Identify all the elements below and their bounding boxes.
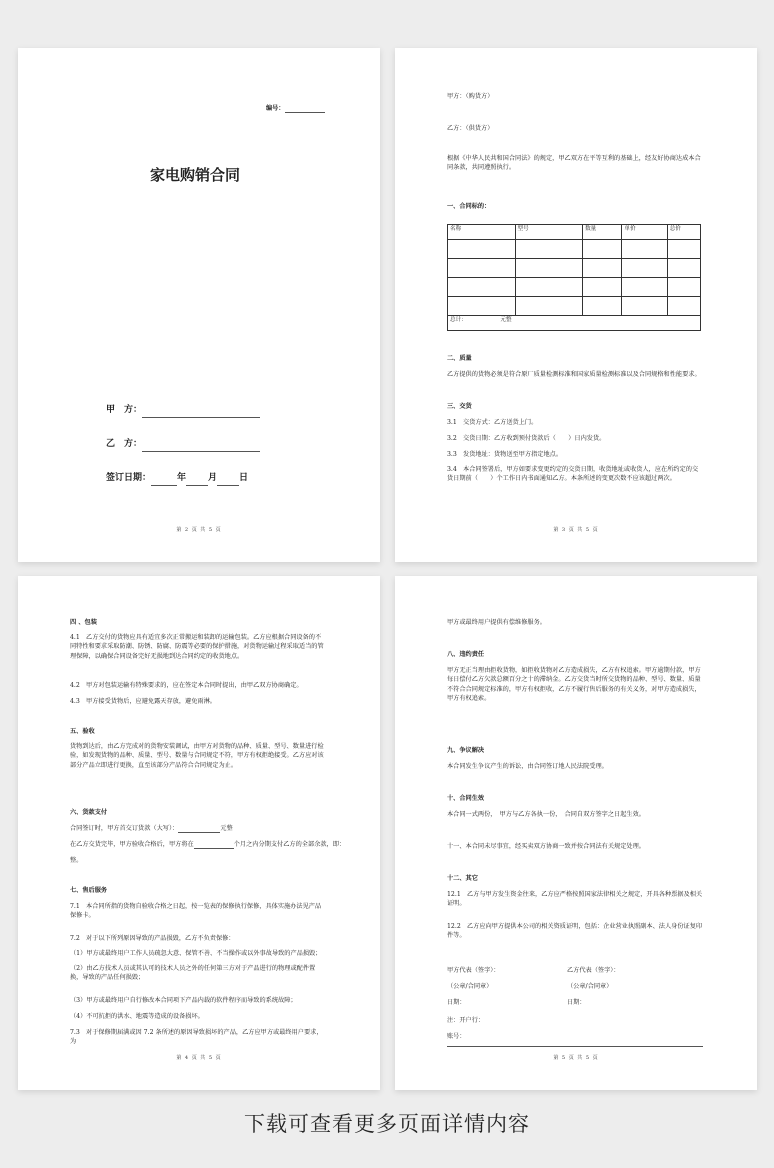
section-title: 二、质量 (447, 355, 472, 362)
table-header-cell: 型号 (515, 225, 583, 240)
sign-date-field: 签订日期： 年 月 日 (106, 472, 248, 486)
party-b-line: 乙方：（供货方） (447, 125, 494, 132)
section-title: 六、货款支付 (70, 809, 108, 816)
clause: 4.1 乙方交付的货物应具有适宜多次正常搬运和装卸的运输包装。乙方应根据合同设备的不同特性和要求采取防潮、防锈、防腐、防震等必要的保护措施，对货物运输过程采取适当的管理保障，以确保合同设备完好无损地到达合同约定的收货地点。 (70, 634, 324, 660)
clause: 4.3 甲方接受货物后，应避免露天存放，避免雨淋。 (70, 698, 216, 705)
contract-page-2 (395, 48, 757, 562)
clause: （1）甲方或最终用户工作人员疏忽大意、保管不善、不当操作或以外事故导致的产品损毁； (70, 950, 322, 957)
clause: （3）甲方或最终用户自行修改本合同项下产品内载的软件程序而导致的系统故障； (70, 997, 297, 1004)
date-a-label: 日期： (447, 999, 466, 1006)
number-label: 编号： (266, 105, 285, 112)
seal-a-label: （公章/合同章） (447, 983, 493, 990)
page-footer: 第 5 页 共 5 页 (553, 1054, 599, 1061)
bank-label: 注：开户行： (447, 1017, 485, 1024)
clause: 12.1 乙方与甲方发生资金往来，乙方应严格按照国家法律相关之规定，开具各种票据及相关证明。 (447, 891, 703, 908)
seal-b-label: （公章/合同章） (567, 983, 613, 990)
table-row (448, 297, 701, 316)
page-footer: 第 3 页 共 5 页 (553, 526, 599, 533)
sign-b-label: 乙方代表（签字）： (567, 967, 620, 974)
contract-page-cover (18, 48, 380, 562)
paragraph: 甲方无正当理由拒收货物，如拒收货物对乙方造成损失，乙方有权追索。甲方逾期付款，甲方每日偿付乙方欠款总额百分之十的滞纳金。乙方交货当时所交货物的品种、型号、数量、质量不符合合同规定标准的，甲方有权拒收，乙方不履行售后服务的有关义务，对甲方造成损失，甲方有权追索。 (447, 667, 701, 702)
section-title: 三、交货 (447, 403, 472, 410)
party-a-field: 甲 方： (106, 404, 260, 418)
section-title: 一、合同标的： (447, 203, 491, 210)
number-field (266, 104, 325, 113)
paragraph: 乙方提供的货物必须是符合原厂质量检测标准和国家质量检测标准以及合同规格和性能要求。 (447, 371, 701, 378)
table-header-cell: 名称 (448, 225, 516, 240)
clause: （2）由乙方技术人员或其认可的技术人员之外的任何第三方对于产品进行的物理或配件置换，导致的产品任何损毁； (70, 965, 316, 982)
table-header-cell: 单价 (622, 225, 667, 240)
clause: 3.4 本合同签署后，甲方如要求变更约定的交货日期，收货地址或收货人，应在所约定的交货日期前（ ）个工作日内书面通知乙方。本条所述的变更次数不应该超过两次。 (447, 466, 699, 483)
section-title: 七、售后服务 (70, 887, 108, 894)
clause: 3.3 发货地址：货物送至甲方指定地点。 (447, 451, 563, 458)
paragraph: 货物到达后，由乙方完成对的货物安装调试，由甲方对货物的品种、质量、型号、数量进行检验，如发现货物的品种、质量、型号、数量与合同规定不符，甲方有权拒绝接受。乙方应对该部分产品立即进行更换，直至该部分产品符合合同规定为止。 (70, 743, 324, 769)
table-header-row (448, 225, 701, 240)
table-header-cell: 数量 (583, 225, 622, 240)
clause: 7.1 本合同所指的货物自验收合格之日起，按一览表的保修执行保修，具体实施办法见产品保修卡。 (70, 903, 322, 920)
table-row (448, 240, 701, 259)
section-title: 十、合同生效 (447, 795, 485, 802)
section-title: 八、违约责任 (447, 651, 485, 658)
clause: 3.2 交货日期：乙方收到预付货款后（ ）日内发货。 (447, 435, 606, 442)
section-title: 四 、包装 (70, 619, 97, 626)
page-footer: 第 4 页 共 5 页 (176, 1054, 222, 1061)
contract-title: 家电购销合同 (150, 166, 241, 184)
account-label: 账号： (447, 1033, 466, 1040)
payment-line: 在乙方交货完毕，甲方验收合格后，甲方将在 个月之内分期支付乙方的全部余款，即： (70, 841, 346, 848)
paragraph: 十一、本合同未尽事宜，经买卖双方协商一致并按合同法有关规定处理。 (447, 843, 645, 850)
paragraph: 本合同一式两份， 甲方与乙方各执一份， 合同自双方签字之日起生效。 (447, 811, 645, 818)
section-title: 五、验收 (70, 728, 95, 735)
payment-line: 整。 (70, 857, 83, 864)
party-b-field: 乙 方： (106, 438, 260, 452)
table-row (448, 278, 701, 297)
clause: 7.2 对于以下所列原因导致的产品损毁，乙方不负责保修： (70, 935, 235, 942)
section-title: 十二、其它 (447, 875, 478, 882)
contract-page-4 (395, 576, 757, 1090)
payment-line: 合同签订时，甲方首交订货款（大写）： 元整 (70, 825, 233, 832)
sign-a-label: 甲方代表（签字）： (447, 967, 500, 974)
page-footer: 第 2 页 共 5 页 (176, 526, 222, 533)
divider (447, 1046, 703, 1047)
section-title: 九、争议解决 (447, 747, 485, 754)
paragraph: 甲方或最终用户提供有偿维修服务。 (447, 619, 546, 626)
clause: 7.3 对于保修期届满或因 7.2 条所述的原因导致损坏的产品，乙方应甲方或最终用户要求，为 (70, 1029, 323, 1046)
goods-table (447, 224, 701, 331)
clause: （4）不可抗拒的洪水、地震等造成的设备损坏。 (70, 1013, 204, 1020)
clause: 3.1 交货方式：乙方送货上门。 (447, 419, 538, 426)
table-row (448, 259, 701, 278)
paragraph: 本合同发生争议产生的诉讼，由合同签订地人民法院受理。 (447, 763, 608, 770)
table-header-cell: 总价 (667, 225, 700, 240)
party-a-line: 甲方：（购货方） (447, 93, 494, 100)
table-total-row: 总计： 元整 (448, 316, 701, 331)
clause: 4.2 甲方对包装运输有特殊要求的，应在签定本合同时提出，由甲乙双方协商确定。 (70, 682, 303, 689)
intro-paragraph: 根据《中华人民共和国合同法》的规定，甲乙双方在平等互利的基础上，经友好协商达成本合同条款，共同遵照执行。 (447, 155, 701, 172)
clause: 12.2 乙方应向甲方提供本公司的相关资质证明，包括：企业营业执照副本、法人身份证复印件等。 (447, 923, 703, 940)
date-b-label: 日期： (567, 999, 586, 1006)
download-caption: 下载可查看更多页面详情内容 (244, 1112, 530, 1136)
contract-page-3 (18, 576, 380, 1090)
